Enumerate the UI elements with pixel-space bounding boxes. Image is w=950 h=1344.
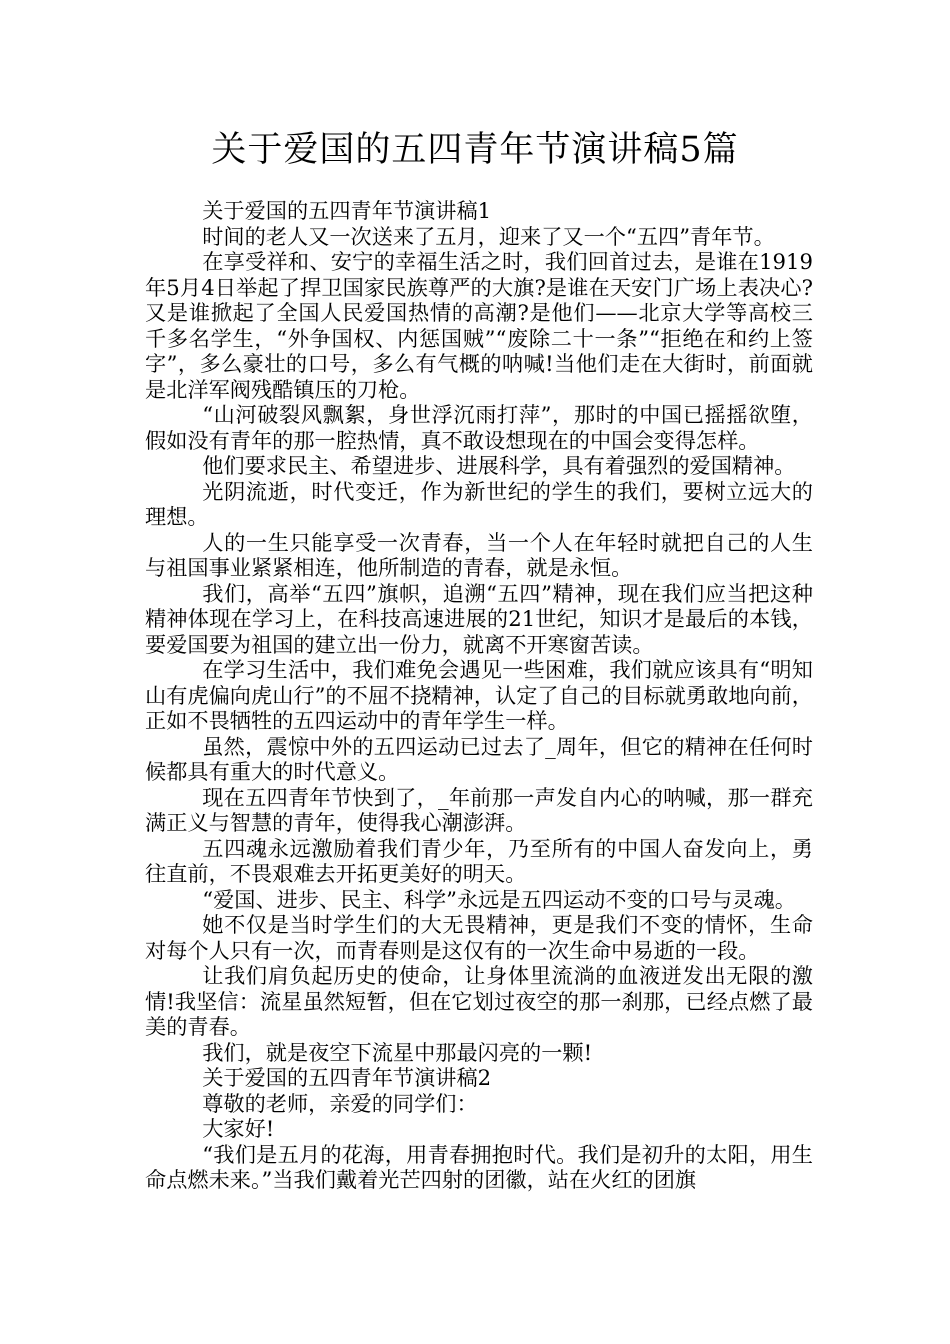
- paragraph: 我们，就是夜空下流星中那最闪亮的一颗!: [202, 1039, 593, 1065]
- paragraph: 人的一生只能享受一次青春，当一个人在年轻时就把自己的人生与祖国事业紧紧相连，他所制造的青春，就是永恒。: [145, 529, 813, 580]
- salutation: 尊敬的老师，亲爱的同学们：: [202, 1090, 478, 1116]
- paragraph: 他们要求民主、希望进步、进展科学，具有着强烈的爱国精神。: [202, 453, 796, 478]
- paragraph: “我们是五月的花海，用青春拥抱时代。我们是初升的太阳，用生命点燃未来。”当我们戴着光芒四射的团徽，站在火红的团旗: [145, 1141, 813, 1192]
- document-body: [145, 198, 813, 1193]
- paragraph: 时间的老人又一次送来了五月，迎来了又一个“五四”青年节。: [202, 223, 775, 249]
- paragraph: 在享受祥和、安宁的幸福生活之时，我们回首过去，是谁在1919年5月4日举起了捍卫国家民族尊严的大旗?是谁在天安门广场上表决心?又是谁掀起了全国人民爱国热情的高潮?是他们——北京大学等高校三千多名学生，“外争国权、内惩国贼”“废除二十一条”“拒绝在和约上签字”，多么豪壮的口号，多么有气概的呐喊!当他们走在大街时，前面就是北洋军阀残酷镇压的刀枪。: [145, 249, 813, 402]
- paragraph: 在学习生活中，我们难免会遇见一些困难，我们就应该具有“明知山有虎偏向虎山行”的不屈不挠精神，认定了自己的目标就勇敢地向前，正如不畏牺牲的五四运动中的青年学生一样。: [145, 657, 813, 733]
- paragraph: 她不仅是当时学生们的大无畏精神，更是我们不变的情怀，生命对每个人只有一次，而青春则是这仅有的一次生命中易逝的一段。: [145, 912, 813, 963]
- section-heading-2: 关于爱国的五四青年节演讲稿2: [202, 1065, 492, 1090]
- paragraph: 让我们肩负起历史的使命，让身体里流淌的血液迸发出无限的激情!我坚信：流星虽然短暂，但在它划过夜空的那一刹那，已经点燃了最美的青春。: [145, 963, 813, 1039]
- paragraph: “爱国、进步、民主、科学”永远是五四运动不变的口号与灵魂。: [202, 886, 796, 912]
- document-title: 关于爱国的五四青年节演讲稿5篇: [211, 130, 739, 170]
- paragraph: 五四魂永远激励着我们青少年，乃至所有的中国人奋发向上，勇往直前，不畏艰难去开拓更美好的明天。: [145, 835, 813, 886]
- paragraph: 现在五四青年节快到了，_年前那一声发自内心的呐喊，那一群充满正义与智慧的青年，使得我心潮澎湃。: [145, 784, 813, 835]
- paragraph: 我们，高举“五四”旗帜，追溯“五四”精神，现在我们应当把这种精神体现在学习上，在科技高速进展的21世纪，知识才是最后的本钱，要爱国要为祖国的建立出一份力，就离不开寒窗苦读。: [145, 580, 813, 657]
- section-heading-1: 关于爱国的五四青年节演讲稿1: [202, 198, 492, 223]
- greeting: 大家好!: [202, 1116, 275, 1141]
- paragraph: 光阴流逝，时代变迁，作为新世纪的学生的我们，要树立远大的理想。: [145, 478, 813, 529]
- paragraph: “山河破裂风飘絮，身世浮沉雨打萍”，那时的中国已摇摇欲堕，假如没有青年的那一腔热情，真不敢设想现在的中国会变得怎样。: [145, 402, 813, 453]
- paragraph: 虽然，震惊中外的五四运动已过去了_周年，但它的精神在任何时候都具有重大的时代意义。: [145, 733, 813, 784]
